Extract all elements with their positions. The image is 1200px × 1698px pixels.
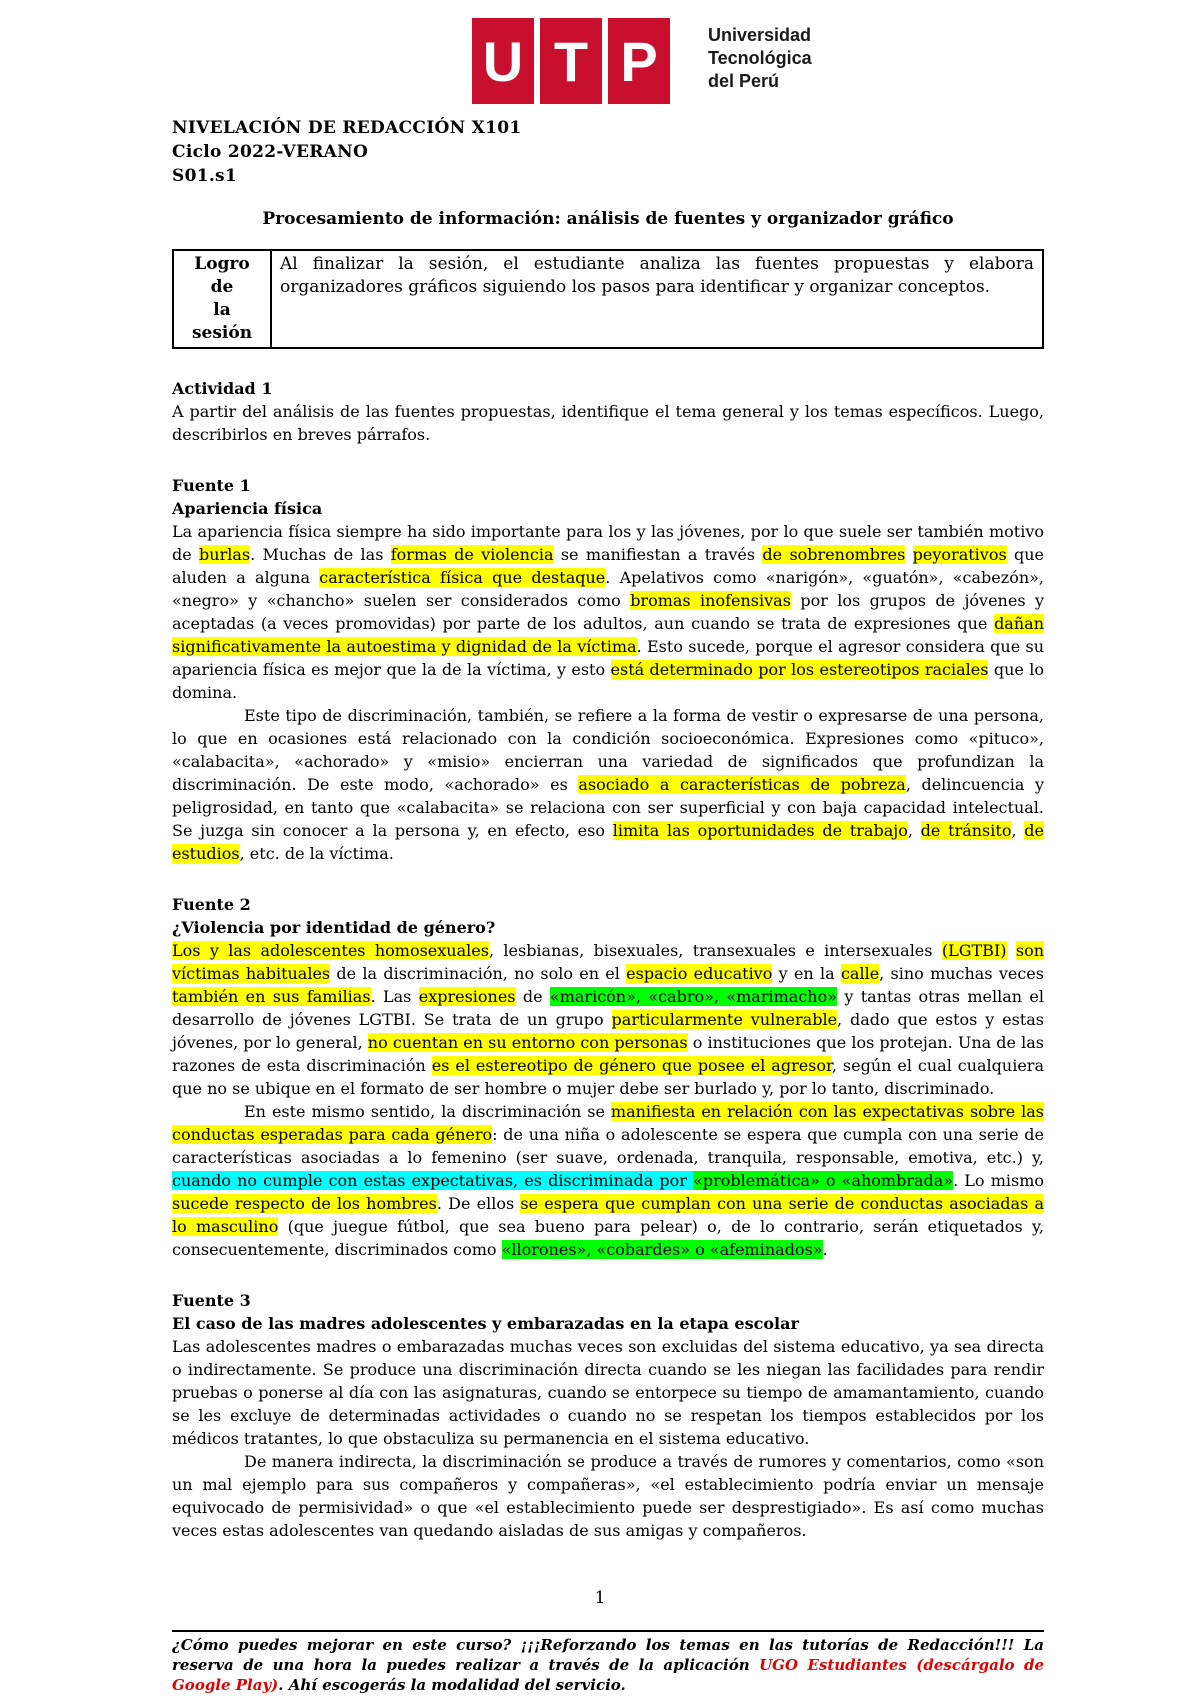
logo-letter-u: U xyxy=(482,30,524,93)
text-run: , lesbianas, bisexuales, transexuales e intersexuales xyxy=(488,941,942,960)
text-run: que lo domina. xyxy=(172,660,1045,702)
text-run: se manifiestan a través xyxy=(553,545,763,564)
highlighted-text: (LGTBI) xyxy=(941,941,1007,960)
highlighted-text: «problemática» o «ahombrada» xyxy=(693,1171,954,1190)
highlighted-text: también en sus familias xyxy=(172,987,371,1006)
text-run: (que juegue fútbol, que sea bueno para pelear) o, de lo contrario, serán etiquetados y, consecuentemente, discriminados como xyxy=(172,1217,1044,1259)
page-title: Procesamiento de información: análisis de fuentes y organizador gráfico xyxy=(262,209,954,229)
text-run: de la discriminación, no solo en el xyxy=(330,964,627,983)
text-run: , según el cual cualquiera que no se ubique en el formato de ser hombre o mujer debe ser burlado y, por lo tanto, discriminado. xyxy=(172,1056,1044,1098)
source-paragraph xyxy=(172,520,1044,704)
highlighted-text: son víctimas habituales xyxy=(172,941,1045,983)
source-paragraph xyxy=(172,704,1044,865)
highlighted-text: espacio educativo xyxy=(626,964,773,983)
source-paragraph xyxy=(172,939,1044,1100)
highlighted-text: calle xyxy=(840,964,880,983)
source-1 xyxy=(172,474,1044,865)
highlighted-text: particularmente vulnerable xyxy=(611,1010,838,1029)
text-run: , xyxy=(907,821,921,840)
highlighted-text: peyorativos xyxy=(912,545,1007,564)
text-run: o instituciones que los protejan. Una de las razones de esta discriminación xyxy=(172,1033,1044,1075)
logo-letter-t: T xyxy=(553,30,589,93)
logro-label-line1: Logro de xyxy=(194,254,250,297)
source-label: Fuente 3 xyxy=(172,1291,251,1310)
utp-logo-mark xyxy=(472,18,672,104)
text-run: . Lo mismo xyxy=(953,1171,1044,1190)
highlighted-text: de estudios xyxy=(172,821,1045,863)
footer-text-after: . Ahí escogerás la modalidad del servicio. xyxy=(278,1676,626,1694)
footer-note xyxy=(172,1630,1044,1695)
text-run: . Muchas de las xyxy=(250,545,391,564)
text-run: , etc. de la víctima. xyxy=(239,844,394,863)
logo-wordmark xyxy=(708,24,812,93)
source-title: Apariencia física xyxy=(172,499,323,518)
text-run: Este tipo de discriminación, también, se refiere a la forma de vestir o expresarse de una persona, lo que en ocasiones está relacionado con la condición socioeconómica. Expresiones como «pituco», «calabacita», «achorado» y «misio» encierran una variedad de significados que profundizan la discriminación. De este modo, «achorado» es xyxy=(172,706,1044,794)
text-run: . Apelativos como «narigón», «guatón», «cabezón», «negro» y «chancho» suelen ser considerados como xyxy=(172,568,1045,610)
highlighted-text: manifiesta en relación con las expectativas sobre las conductas esperadas para cada género xyxy=(172,1102,1044,1144)
logro-text: Al finalizar la sesión, el estudiante analiza las fuentes propuestas y elabora organizadores gráficos siguiendo los pasos para identificar y organizar conceptos. xyxy=(271,250,1043,348)
highlighted-text: expresiones xyxy=(418,987,516,1006)
highlighted-text: de tránsito xyxy=(920,821,1012,840)
highlighted-text: está determinado por los estereotipos raciales xyxy=(610,660,989,679)
text-run: y en la xyxy=(772,964,841,983)
text-run: En este mismo sentido, la discriminación se xyxy=(244,1102,611,1121)
logo-line-3: del Perú xyxy=(708,71,780,91)
activity-heading: Actividad 1 xyxy=(172,379,273,398)
logo-line-2: Tecnológica xyxy=(708,48,812,68)
highlighted-text: limita las oportunidades de trabajo xyxy=(612,821,908,840)
highlighted-text: sucede respecto de los hombres xyxy=(172,1194,437,1213)
activity-text: A partir del análisis de las fuentes propuestas, identifique el tema general y los temas específicos. Luego, describirlos en breves párrafos. xyxy=(172,402,1044,444)
source-paragraph xyxy=(172,1100,1044,1261)
text-run: : de una niña o adolescente se espera que cumpla con una serie de características asociadas a lo femenino (ser suave, ordenada, tranquila, responsable, emotiva, etc.) y, xyxy=(172,1125,1045,1167)
text-run: , xyxy=(1011,821,1025,840)
text-run: La apariencia física siempre ha sido importante para los y las jóvenes, por lo que suele ser también motivo de xyxy=(172,522,1044,564)
highlighted-text: cuando no cumple con estas expectativas, es discriminada por xyxy=(172,1171,694,1190)
text-run xyxy=(1007,941,1016,960)
activity-section xyxy=(172,377,1044,446)
logro-label xyxy=(173,250,271,348)
footer-text-before: ¿Cómo puedes mejorar en este curso? ¡¡¡Reforzando los temas en las tutorías de Redacción!!! La reserva de una hora la puedes realizar a través de la aplicación xyxy=(172,1636,1044,1674)
text-run: que aluden a alguna xyxy=(172,545,1045,587)
text-run: . Esto sucede, porque el agresor considera que su apariencia física es mejor que la de la víctima, y esto xyxy=(172,637,1045,679)
source-paragraph xyxy=(172,1335,1044,1450)
highlighted-text: «llorones», «cobardes» o «afeminados» xyxy=(501,1240,823,1259)
source-label: Fuente 1 xyxy=(172,476,251,495)
text-run: . Las xyxy=(370,987,419,1006)
course-title: NIVELACIÓN DE REDACCIÓN X101 xyxy=(172,118,522,138)
highlighted-text: Los y las adolescentes homosexuales xyxy=(172,941,489,960)
highlighted-text: dañan significativamente la autoestima y dignidad de la víctima xyxy=(172,614,1044,656)
source-paragraph xyxy=(172,1450,1044,1542)
highlighted-text: burlas xyxy=(199,545,251,564)
session-code: S01.s1 xyxy=(172,166,238,186)
highlighted-text: se espera que cumplan con una serie de conductas asociadas a lo masculino xyxy=(172,1194,1045,1236)
source-title: ¿Violencia por identidad de género? xyxy=(172,918,496,937)
logro-table xyxy=(172,249,1044,349)
highlighted-text: característica física que destaque xyxy=(319,568,606,587)
text-run: , dado que estos y estas jóvenes, por lo general, xyxy=(172,1010,1044,1052)
highlighted-text: es el estereotipo de género que posee el agresor xyxy=(431,1056,832,1075)
footer-app-link[interactable]: UGO Estudiantes (descárgalo de Google Play) xyxy=(172,1656,1044,1694)
text-run: Las adolescentes madres o embarazadas muchas veces son excluidas del sistema educativo, ya sea directa o indirectamente. Se produce una discriminación directa cuando se les niegan las facilidades para rendir pruebas o ponerse al día con las asignaturas, cuando se entorpece su tiempo de amamantamiento, cuando se les excluye de determinadas actividades o cuando no se respetan los tiempos establecidos por los médicos tratantes, lo que obstaculiza su permanencia en el sistema educativo. xyxy=(172,1337,1044,1448)
source-label: Fuente 2 xyxy=(172,895,251,914)
source-title: El caso de las madres adolescentes y embarazadas en la etapa escolar xyxy=(172,1314,799,1333)
text-run: . xyxy=(822,1240,828,1259)
source-3 xyxy=(172,1289,1044,1542)
logo-letter-p: P xyxy=(620,30,658,93)
highlighted-text: asociado a características de pobreza xyxy=(578,775,906,794)
text-run: por los grupos de jóvenes y aceptadas (a veces promovidas) por parte de los adultos, aun cuando se trata de expresiones que xyxy=(172,591,1044,633)
source-2 xyxy=(172,893,1044,1261)
highlighted-text: no cuentan en su entorno con personas xyxy=(367,1033,688,1052)
course-cycle: Ciclo 2022-VERANO xyxy=(172,142,369,162)
highlighted-text: de sobrenombres xyxy=(762,545,906,564)
document-body xyxy=(172,116,1044,1542)
logo-line-1: Universidad xyxy=(708,25,812,45)
page-number: 1 xyxy=(594,1588,606,1608)
logro-label-line2: la sesión xyxy=(191,300,253,343)
highlighted-text: «maricón», «cabro», «marimacho» xyxy=(549,987,838,1006)
text-run: . De ellos xyxy=(436,1194,521,1213)
highlighted-text: bromas inofensivas xyxy=(630,591,791,610)
text-run: de xyxy=(515,987,550,1006)
text-run: y tantas otras mellan el desarrollo de jóvenes LGTBI. Se trata de un grupo xyxy=(172,987,1045,1029)
text-run: , delincuencia y peligrosidad, en tanto que «calabacita» se relaciona con ser superficial y con baja capacidad intelectual. Se juzga sin conocer a la persona y, en efecto, eso xyxy=(172,775,1044,840)
text-run: De manera indirecta, la discriminación se produce a través de rumores y comentarios, como «son un mal ejemplo para sus compañeros y compañeras», «el establecimiento podría enviar un mensaje equivocado de permisividad» o que «el establecimiento puede ser desprestigiado». Es así como muchas veces estas adolescentes van quedando aisladas de sus amigas y compañeros. xyxy=(172,1452,1044,1540)
highlighted-text: formas de violencia xyxy=(390,545,554,564)
text-run xyxy=(905,545,912,564)
text-run: , sino muchas veces xyxy=(879,964,1044,983)
